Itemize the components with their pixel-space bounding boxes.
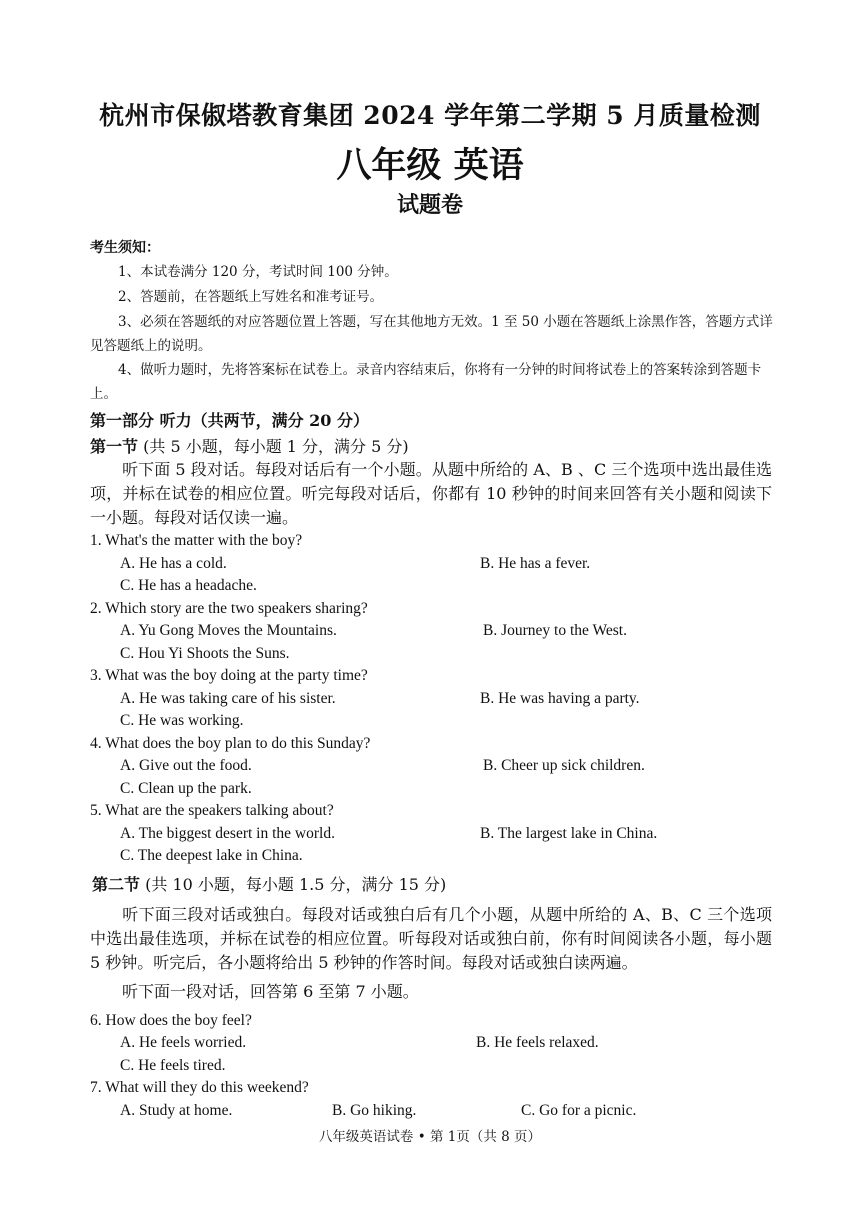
section2-instructions: 听下面三段对话或独白。每段对话或独白后有几个小题，从题中所给的 A、B、C 三个选项中选出最佳选项，并标在试卷的相应位置。听每段对话或独白前，你有时间阅读各小题，每小题 5 秒钟。听完后，各小题将给出 5 秒钟的作答时间。每段对话或独白读两遍。	[90, 905, 772, 972]
notice-item: 2、答题前，在答题纸上写姓名和准考证号。	[118, 289, 384, 305]
question-7: 7. What will they do this weekend?	[90, 1079, 309, 1096]
section1-instructions: 听下面 5 段对话。每段对话后有一个小题。从题中所给的 A、B 、C 三个选项中选出最佳选项，并标在试卷的相应位置。听完每段对话后，你都有 10 秒钟的时间来回答有关小题和阅读下一小题。每段对话仅读一遍。	[90, 460, 772, 527]
question-5: 5. What are the speakers talking about?	[90, 802, 334, 819]
q4-option-c: C. Clean up the park.	[120, 780, 252, 797]
q3-option-c: C. He was working.	[120, 712, 244, 729]
exam-title: 杭州市保俶塔教育集团 2024 学年第二学期 5 月质量检测	[99, 101, 761, 130]
q5-option-b: B. The largest lake in China.	[480, 825, 658, 842]
q2-option-c: C. Hou Yi Shoots the Suns.	[120, 645, 290, 662]
q1-option-a: A. He has a cold.	[120, 555, 227, 572]
notice-item: 3、必须在答题纸的对应答题位置上答题，写在其他地方无效。1 至 50 小题在答题纸上涂黑作答，答题方式详见答题纸上的说明。	[90, 314, 773, 354]
q7-option-b: B. Go hiking.	[332, 1102, 417, 1119]
q6-option-b: B. He feels relaxed.	[476, 1034, 599, 1051]
q2-option-b: B. Journey to the West.	[483, 622, 627, 639]
q6-option-a: A. He feels worried.	[120, 1034, 247, 1051]
grade-subject-title: 八年级 英语	[336, 145, 524, 186]
notice-item: 1、本试卷满分 120 分，考试时间 100 分钟。	[118, 264, 398, 280]
page-footer: 八年级英语试卷 • 第 1页（共 8 页）	[318, 1129, 542, 1145]
q5-option-a: A. The biggest desert in the world.	[120, 825, 335, 842]
question-6: 6. How does the boy feel?	[90, 1012, 252, 1029]
question-2: 2. Which story are the two speakers sharing?	[90, 600, 368, 617]
notice-heading: 考生须知：	[90, 240, 160, 256]
question-1: 1. What's the matter with the boy?	[90, 532, 303, 549]
q6-option-c: C. He feels tired.	[120, 1057, 226, 1074]
question-3: 3. What was the boy doing at the party time?	[90, 667, 368, 684]
q2-option-a: A. Yu Gong Moves the Mountains.	[120, 622, 337, 639]
q4-option-a: A. Give out the food.	[120, 757, 252, 774]
paper-type-title: 试题卷	[396, 192, 463, 218]
q4-option-b: B. Cheer up sick children.	[483, 757, 645, 774]
section2-heading: 第二节 (共 10 小题，每小题 1.5 分，满分 15 分)	[92, 875, 447, 894]
q3-option-b: B. He was having a party.	[480, 690, 640, 707]
section2-sub-instruction: 听下面一段对话，回答第 6 至第 7 小题。	[122, 982, 419, 1001]
q3-option-a: A. He was taking care of his sister.	[120, 690, 336, 707]
q5-option-c: C. The deepest lake in China.	[120, 847, 303, 864]
part1-title: 第一部分 听力（共两节，满分 20 分）	[90, 411, 369, 430]
notice-item: 4、做听力题时，先将答案标在试卷上。录音内容结束后，你将有一分钟的时间将试卷上的答案转涂到答题卡上。	[90, 362, 762, 402]
q1-option-b: B. He has a fever.	[480, 555, 591, 572]
section1-heading: 第一节 (共 5 小题，每小题 1 分，满分 5 分)	[90, 437, 409, 456]
q1-option-c: C. He has a headache.	[120, 577, 257, 594]
q7-option-a: A. Study at home.	[120, 1102, 233, 1119]
question-4: 4. What does the boy plan to do this Sunday?	[90, 735, 371, 752]
q7-option-c: C. Go for a picnic.	[521, 1102, 637, 1119]
